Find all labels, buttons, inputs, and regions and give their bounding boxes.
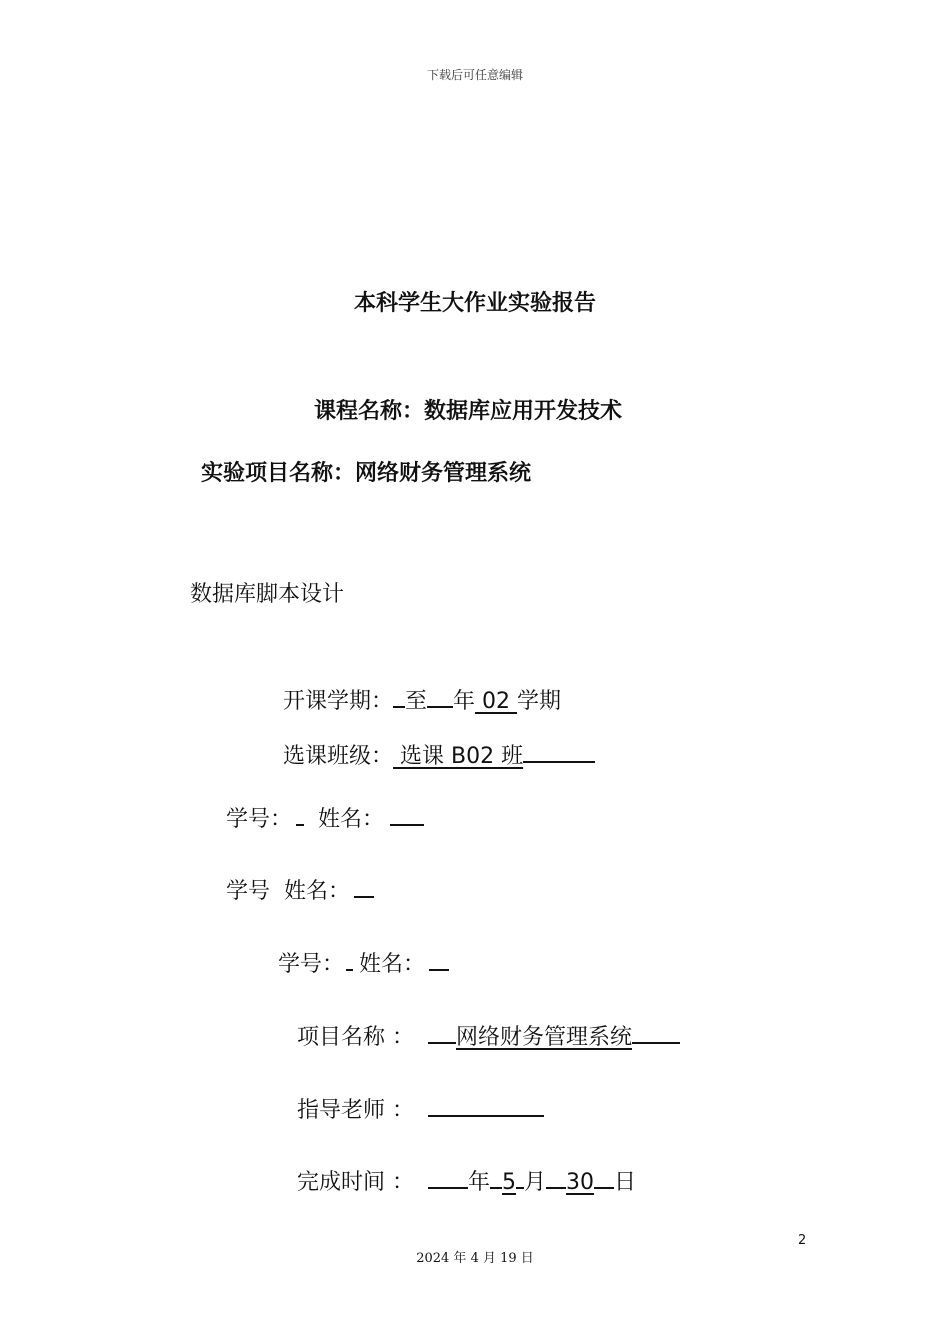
class-label: 选课班级： (283, 744, 394, 769)
student-id-blank (296, 823, 304, 826)
student-id-label: 学号： (226, 807, 293, 832)
student-name-blank (354, 895, 374, 898)
completion-line (297, 1165, 636, 1196)
completion-day: 30 (566, 1170, 595, 1195)
completion-month-pad-2 (516, 1186, 524, 1189)
section-title: 数据库脚本设计 (190, 582, 345, 607)
project-line (201, 456, 531, 487)
completion-label: 完成时间 ： (297, 1170, 414, 1195)
completion-month-pad-1 (490, 1186, 502, 1189)
advisor-blank (428, 1114, 544, 1117)
footer-date: 2024 年 4 月 19 日 (416, 1251, 534, 1266)
student-name-label: 姓名： (318, 807, 385, 832)
project-name-value: 网络财务管理系统 (456, 1025, 633, 1050)
advisor-label: 指导老师 ： (297, 1098, 414, 1123)
document-title: 本科学生大作业实验报告 (353, 291, 596, 316)
header-note: 下载后可任意编辑 (426, 68, 523, 82)
course-value: 数据库应用开发技术 (424, 399, 623, 424)
student-id-label: 学号 (226, 879, 271, 904)
student-line-1 (226, 802, 424, 833)
student-id-blank (346, 968, 353, 971)
term-year: 年 (453, 689, 476, 714)
student-line-3 (278, 947, 449, 978)
student-name-blank (390, 823, 424, 826)
project-name-label: 项目名称 ： (297, 1025, 414, 1050)
project-name-blank-post (632, 1041, 680, 1044)
student-line-2 (226, 874, 374, 905)
project-value: 网络财务管理系统 (355, 461, 532, 486)
term-blank-1 (393, 705, 405, 708)
project-name-blank-pre (428, 1041, 456, 1044)
page-number: 2 (798, 1233, 807, 1248)
completion-day-pad-1 (546, 1186, 566, 1189)
completion-month: 5 (502, 1170, 517, 1195)
term-number: 02 (475, 689, 518, 714)
term-line (283, 684, 561, 715)
term-to: 至 (405, 689, 428, 714)
class-blank (523, 760, 595, 763)
project-label: 实验项目名称： (201, 461, 356, 486)
advisor-line (297, 1093, 544, 1124)
term-blank-2 (427, 705, 453, 708)
term-suffix: 学期 (517, 689, 562, 714)
project-name-line (297, 1020, 680, 1051)
student-name-label: 姓名： (284, 879, 351, 904)
class-line (283, 739, 595, 770)
course-label: 课程名称： (314, 399, 425, 424)
student-name-label: 姓名： (359, 952, 426, 977)
term-label: 开课学期： (283, 689, 394, 714)
completion-year-unit: 年 (468, 1170, 491, 1195)
completion-day-pad-2 (594, 1186, 614, 1189)
class-value: 选课 B02 班 (393, 744, 524, 769)
completion-day-unit: 日 (614, 1170, 637, 1195)
completion-month-unit: 月 (524, 1170, 547, 1195)
course-line (314, 394, 622, 425)
student-id-label: 学号： (278, 952, 345, 977)
completion-year-blank (428, 1186, 468, 1189)
student-name-blank (429, 968, 449, 971)
